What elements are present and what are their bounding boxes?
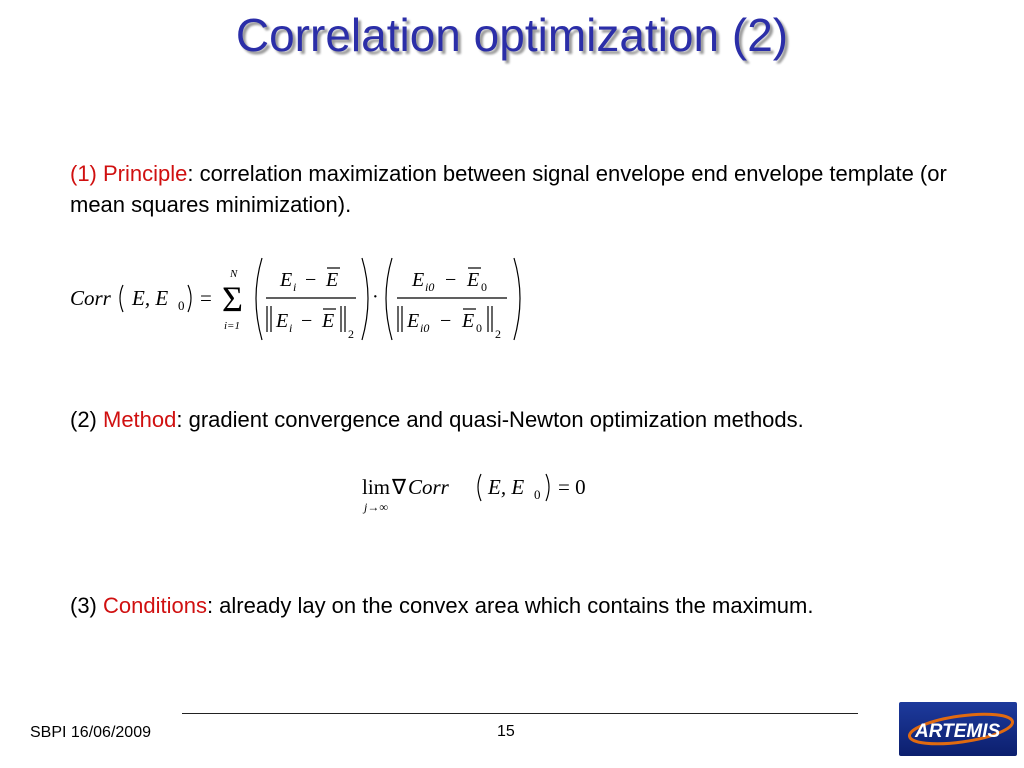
t2-num-a: E (412, 269, 425, 291)
dot-operator: · (372, 286, 379, 308)
correlation-equation (64, 248, 534, 348)
section-text: : gradient convergence and quasi-Newton optimization methods. (176, 407, 804, 432)
t1-num-b: E (326, 269, 339, 291)
page-number: 15 (497, 723, 515, 740)
sum-lower: i=1 (224, 320, 240, 332)
sum-symbol: Σ (222, 279, 243, 319)
t1-den-a-sub: i (289, 321, 293, 335)
section-prefix: (3) (70, 593, 103, 618)
section-prefix: (2) (70, 407, 103, 432)
section-keyword: Principle (103, 161, 188, 186)
section-prefix: (1) (70, 161, 103, 186)
eq2-lim-sub: j→∞ (364, 500, 388, 514)
section-keyword: Method (103, 407, 177, 432)
t1-num-a: E (280, 269, 293, 291)
t2-den-b: E (462, 310, 475, 332)
logo-text: ARTEMIS (915, 721, 1001, 742)
eq2-args: E, E (488, 475, 525, 499)
t1-num-minus: − (305, 269, 317, 291)
t2-norm-sub: 2 (495, 327, 501, 341)
section-principle (70, 158, 970, 220)
eq2-func: Corr (408, 475, 449, 499)
footer-divider (182, 713, 858, 714)
t2-num-a-sub: i0 (425, 280, 435, 294)
section-conditions (70, 590, 970, 621)
logo-graphic (899, 702, 1017, 756)
t2-den-a: E (407, 310, 420, 332)
t1-den-b: E (322, 310, 335, 332)
t2-num-minus: − (445, 269, 457, 291)
artemis-logo (899, 702, 1017, 756)
eq2-arg-sub: 0 (534, 487, 541, 502)
t1-norm-sub: 2 (348, 327, 354, 341)
t1-den-minus: − (301, 310, 313, 332)
t2-num-b-sub: 0 (481, 280, 487, 294)
t2-den-b-sub: 0 (476, 321, 482, 335)
limit-equation (356, 466, 616, 516)
eq1-arg-sub: 0 (178, 298, 185, 313)
footer-event-date: SBPI 16/06/2009 (30, 724, 151, 741)
section-text: : correlation maximization between signal envelope end envelope template (or mean squares minimization). (70, 161, 947, 217)
section-text: : already lay on the convex area which contains the maximum. (206, 593, 814, 618)
section-keyword: Conditions (103, 593, 207, 618)
eq1-args: E, E (132, 286, 169, 310)
eq1-lhs: Corr (70, 286, 111, 310)
t1-den-a: E (276, 310, 289, 332)
eq1-equals: = (200, 286, 212, 310)
t2-den-a-sub: i0 (420, 321, 430, 335)
eq2-lim: lim (362, 475, 391, 499)
section-method (70, 404, 970, 435)
t1-num-a-sub: i (293, 280, 297, 294)
t2-den-minus: − (440, 310, 452, 332)
eq2-nabla: ∇ (392, 475, 407, 499)
slide-title: Correlation optimization (2) (235, 9, 789, 61)
sum-upper: N (230, 268, 238, 280)
eq2-rhs: = 0 (558, 475, 586, 499)
t2-num-b: E (467, 269, 480, 291)
